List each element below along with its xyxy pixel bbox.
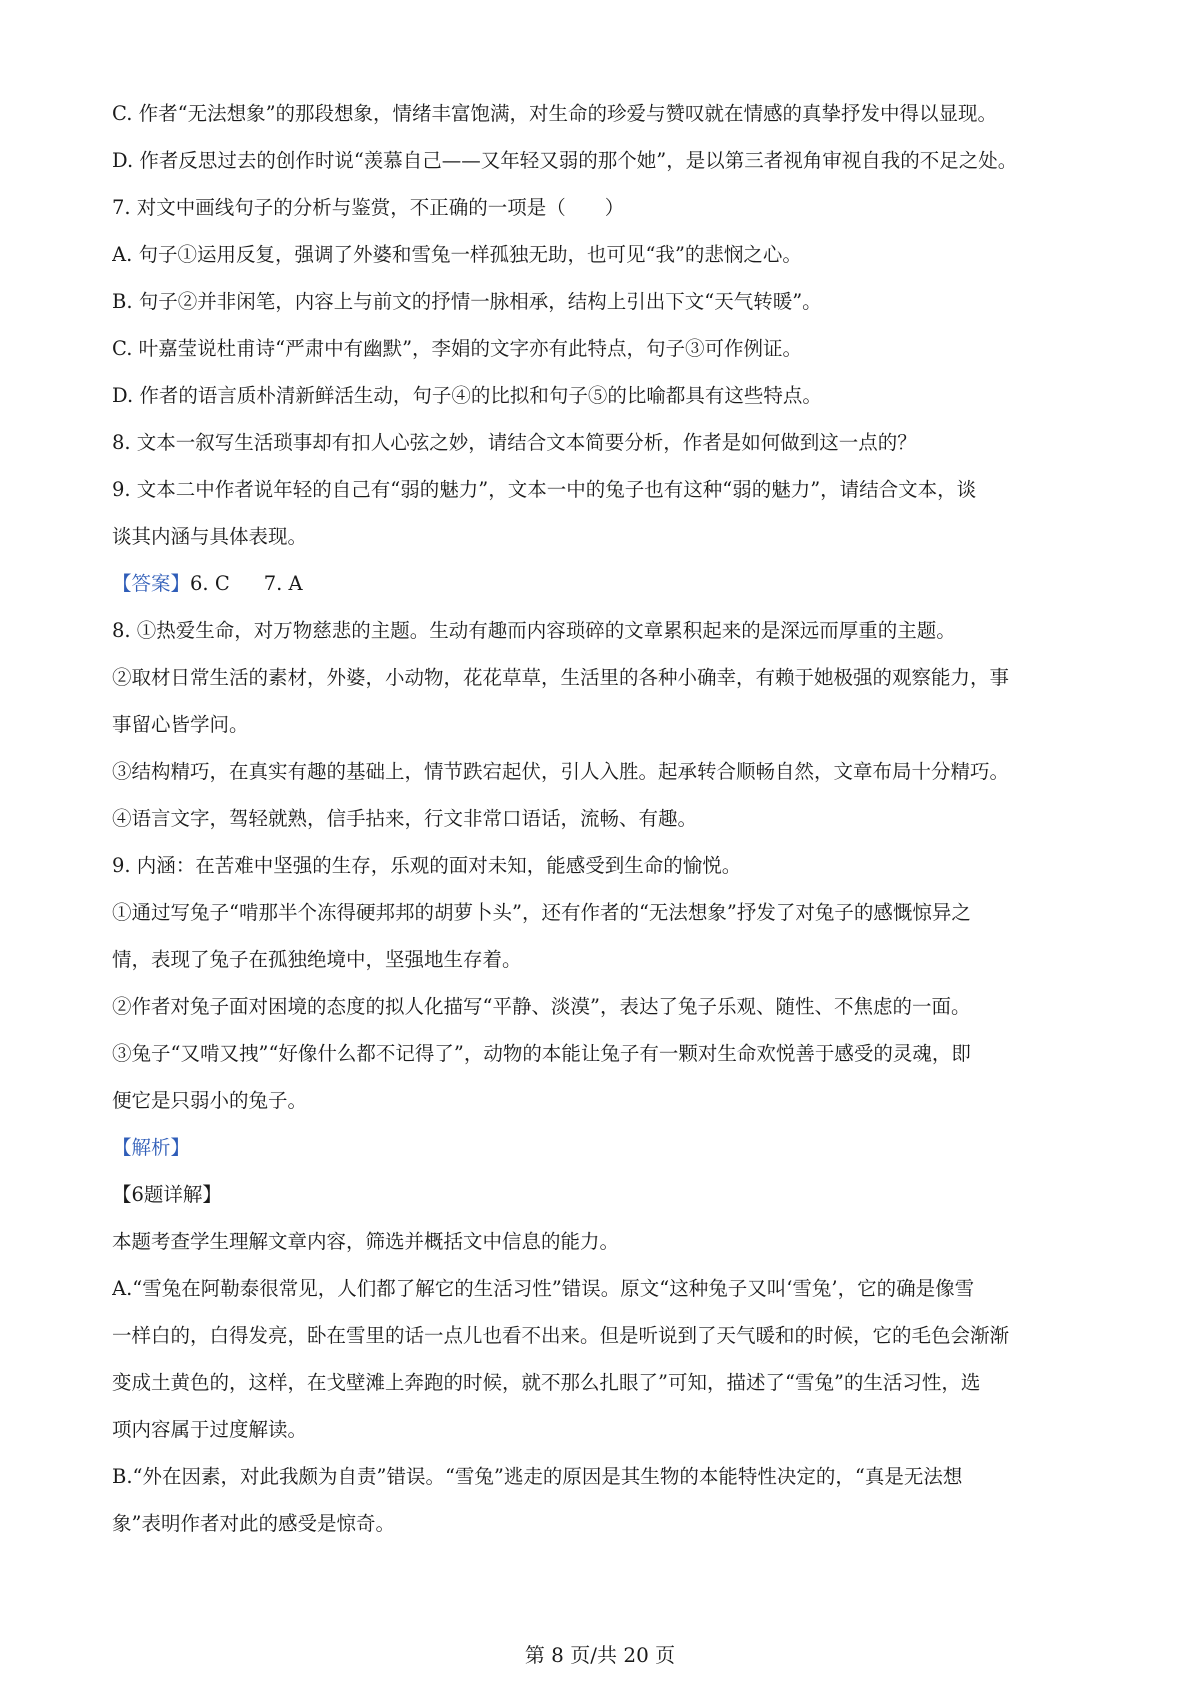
answer-9-point-2: ②作者对兔子面对困境的态度的拟人化描写“平静、淡漠”，表达了兔子乐观、随性、不焦虑的一面。 [112, 995, 971, 1018]
q6-detail-a-cont-3: 项内容属于过度解读。 [112, 1418, 308, 1441]
option-6c: C. 作者“无法想象”的那段想象，情绪丰富饱满，对生命的珍爱与赞叹就在情感的真挚抒发中得以显现。 [112, 102, 998, 125]
question-9-cont: 谈其内涵与具体表现。 [112, 525, 308, 548]
page-body [112, 90, 1102, 1547]
q6-detail-heading: 【6题详解】 [112, 1183, 222, 1206]
option-7b: B. 句子②并非闲笔，内容上与前文的抒情一脉相承，结构上引出下文“天气转暖”。 [112, 290, 822, 313]
analysis-line [112, 1124, 1102, 1171]
answer-8-point-3: ③结构精巧，在真实有趣的基础上，情节跌宕起伏，引人入胜。起承转合顺畅自然，文章布局十分精巧。 [112, 760, 1010, 783]
q6-detail-a: A.“雪兔在阿勒泰很常见，人们都了解它的生活习性”错误。原文“这种兔子又叫‘雪兔’，它的确是像雪 [112, 1277, 975, 1300]
answer-9-point-3: ③兔子“又啃又拽”“好像什么都不记得了”，动物的本能让兔子有一颗对生命欢悦善于感受的灵魂，即 [112, 1042, 971, 1065]
answer-9-point-1: ①通过写兔子“啃那半个冻得硬邦邦的胡萝卜头”，还有作者的“无法想象”抒发了对兔子的感慨惊异之 [112, 901, 971, 924]
answer-6: 6. C [190, 572, 230, 595]
analysis-label: 【解析】 [112, 1136, 191, 1159]
question-7: 7. 对文中画线句子的分析与鉴赏，不正确的一项是（ ） [112, 196, 625, 219]
question-8: 8. 文本一叙写生活琐事却有扣人心弦之妙，请结合文本简要分析，作者是如何做到这一点的？ [112, 431, 917, 454]
question-9: 9. 文本二中作者说年轻的自己有“弱的魅力”，文本一中的兔子也有这种“弱的魅力”，请结合文本，谈 [112, 478, 977, 501]
answer-9-point-1-cont: 情，表现了兔子在孤独绝境中，坚强地生存着。 [112, 948, 522, 971]
answer-9-meaning: 9. 内涵：在苦难中坚强的生存，乐观的面对未知，能感受到生命的愉悦。 [112, 854, 742, 877]
option-6d: D. 作者反思过去的创作时说“羡慕自己——又年轻又弱的那个她”，是以第三者视角审视自我的不足之处。 [112, 149, 1018, 172]
answer-8-point-1: 8. ①热爱生命，对万物慈悲的主题。生动有趣而内容琐碎的文章累积起来的是深远而厚重的主题。 [112, 619, 956, 642]
answer-8-point-2: ②取材日常生活的素材，外婆，小动物，花花草草，生活里的各种小确幸，有赖于她极强的观察能力，事 [112, 666, 1010, 689]
q6-detail-b-cont: 象”表明作者对此的感受是惊奇。 [112, 1512, 395, 1535]
answer-9-point-3-cont: 便它是只弱小的兔子。 [112, 1089, 308, 1112]
option-7c: C. 叶嘉莹说杜甫诗“严肃中有幽默”，李娟的文字亦有此特点，句子③可作例证。 [112, 337, 803, 360]
q6-detail-a-cont-2: 变成土黄色的，这样，在戈壁滩上奔跑的时候，就不那么扎眼了”可知，描述了“雪兔”的生活习性，选 [112, 1371, 981, 1394]
page-footer: 第 8 页/共 20 页 [524, 1643, 676, 1667]
answer-line [112, 560, 1102, 607]
answer-label: 【答案】 [112, 572, 191, 595]
answer-8-point-4: ④语言文字，驾轻就熟，信手拈来，行文非常口语话，流畅、有趣。 [112, 807, 698, 830]
answer-7: 7. A [263, 572, 303, 595]
answer-8-point-2-cont: 事留心皆学问。 [112, 713, 249, 736]
q6-detail-a-cont-1: 一样白的，白得发亮，卧在雪里的话一点儿也看不出来。但是听说到了天气暖和的时候，它的毛色会渐渐 [112, 1324, 1010, 1347]
q6-detail-b: B.“外在因素，对此我颇为自责”错误。“雪兔”逃走的原因是其生物的本能特性决定的，“真是无法想 [112, 1465, 963, 1488]
option-7d: D. 作者的语言质朴清新鲜活生动，句子④的比拟和句子⑤的比喻都具有这些特点。 [112, 384, 822, 407]
q6-detail-intro: 本题考查学生理解文章内容，筛选并概括文中信息的能力。 [112, 1230, 620, 1253]
option-7a: A. 句子①运用反复，强调了外婆和雪兔一样孤独无助，也可见“我”的悲悯之心。 [112, 243, 802, 266]
